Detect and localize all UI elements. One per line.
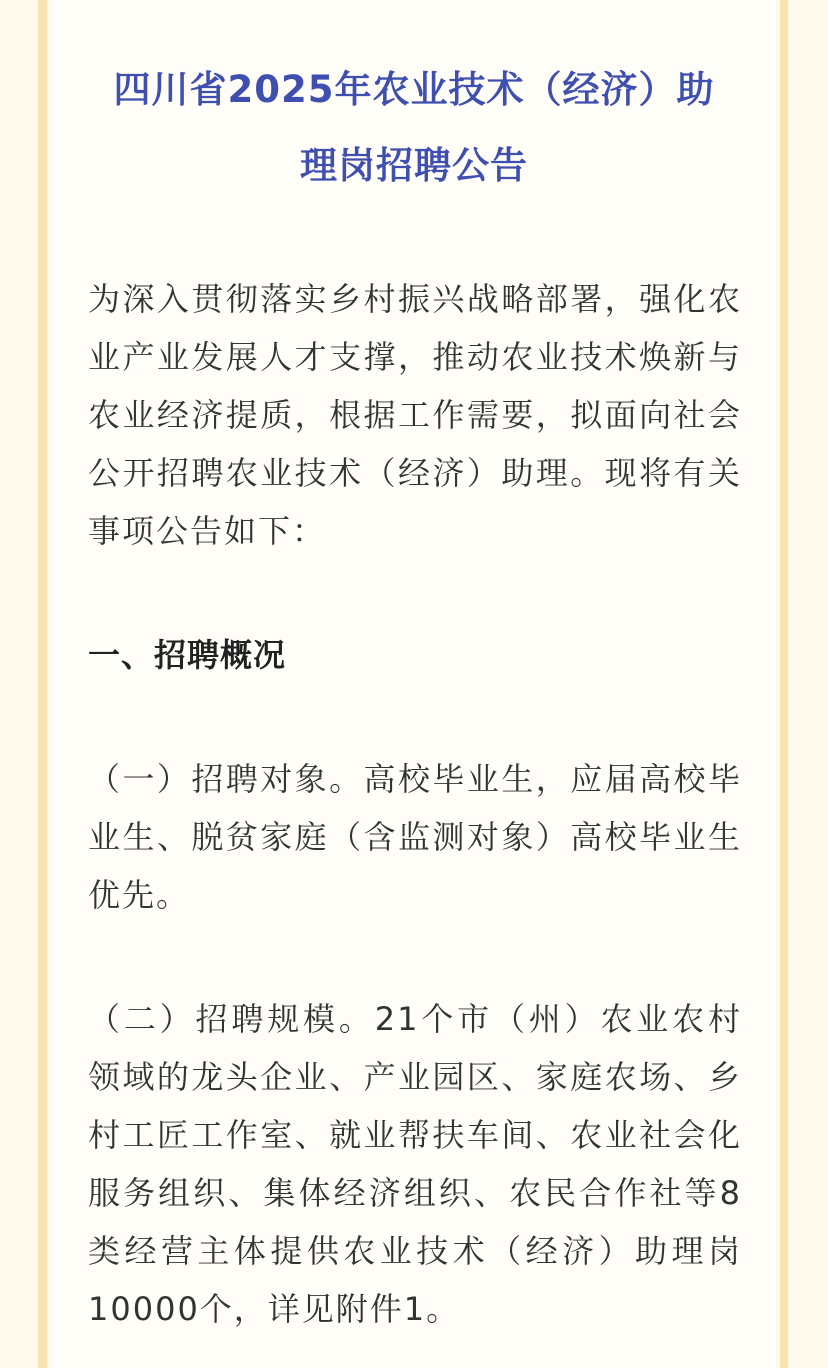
- intro-paragraph: 为深入贯彻落实乡村振兴战略部署，强化农业产业发展人才支撑，推动农业技术焕新与农业经济提质，根据工作需要，拟面向社会公开招聘农业技术（经济）助理。现将有关事项公告如下：: [88, 280, 742, 550]
- paragraph-recruitment-target: （一）招聘对象。高校毕业生，应届高校毕业生、脱贫家庭（含监测对象）高校毕业生优先。: [88, 760, 742, 914]
- article-title-line1: 四川省2025年农业技术（经济）助: [113, 68, 715, 111]
- paragraph-recruitment-scale: （二）招聘规模。21个市（州）农业农村领域的龙头企业、产业园区、家庭农场、乡村工匠工作室、就业帮扶车间、农业社会化服务组织、集体经济组织、农民合作社等8类经营主体提供农业技术（经济）助理岗10000个，详见附件1。: [88, 1000, 742, 1328]
- section-heading-recruitment-overview: 一、招聘概况: [88, 636, 287, 674]
- right-border-stripe: [780, 0, 788, 1368]
- article-content: [52, 0, 776, 1368]
- article-title: [52, 52, 776, 204]
- left-border-stripe: [38, 0, 47, 1368]
- article-title-line2: 理岗招聘公告: [300, 144, 528, 187]
